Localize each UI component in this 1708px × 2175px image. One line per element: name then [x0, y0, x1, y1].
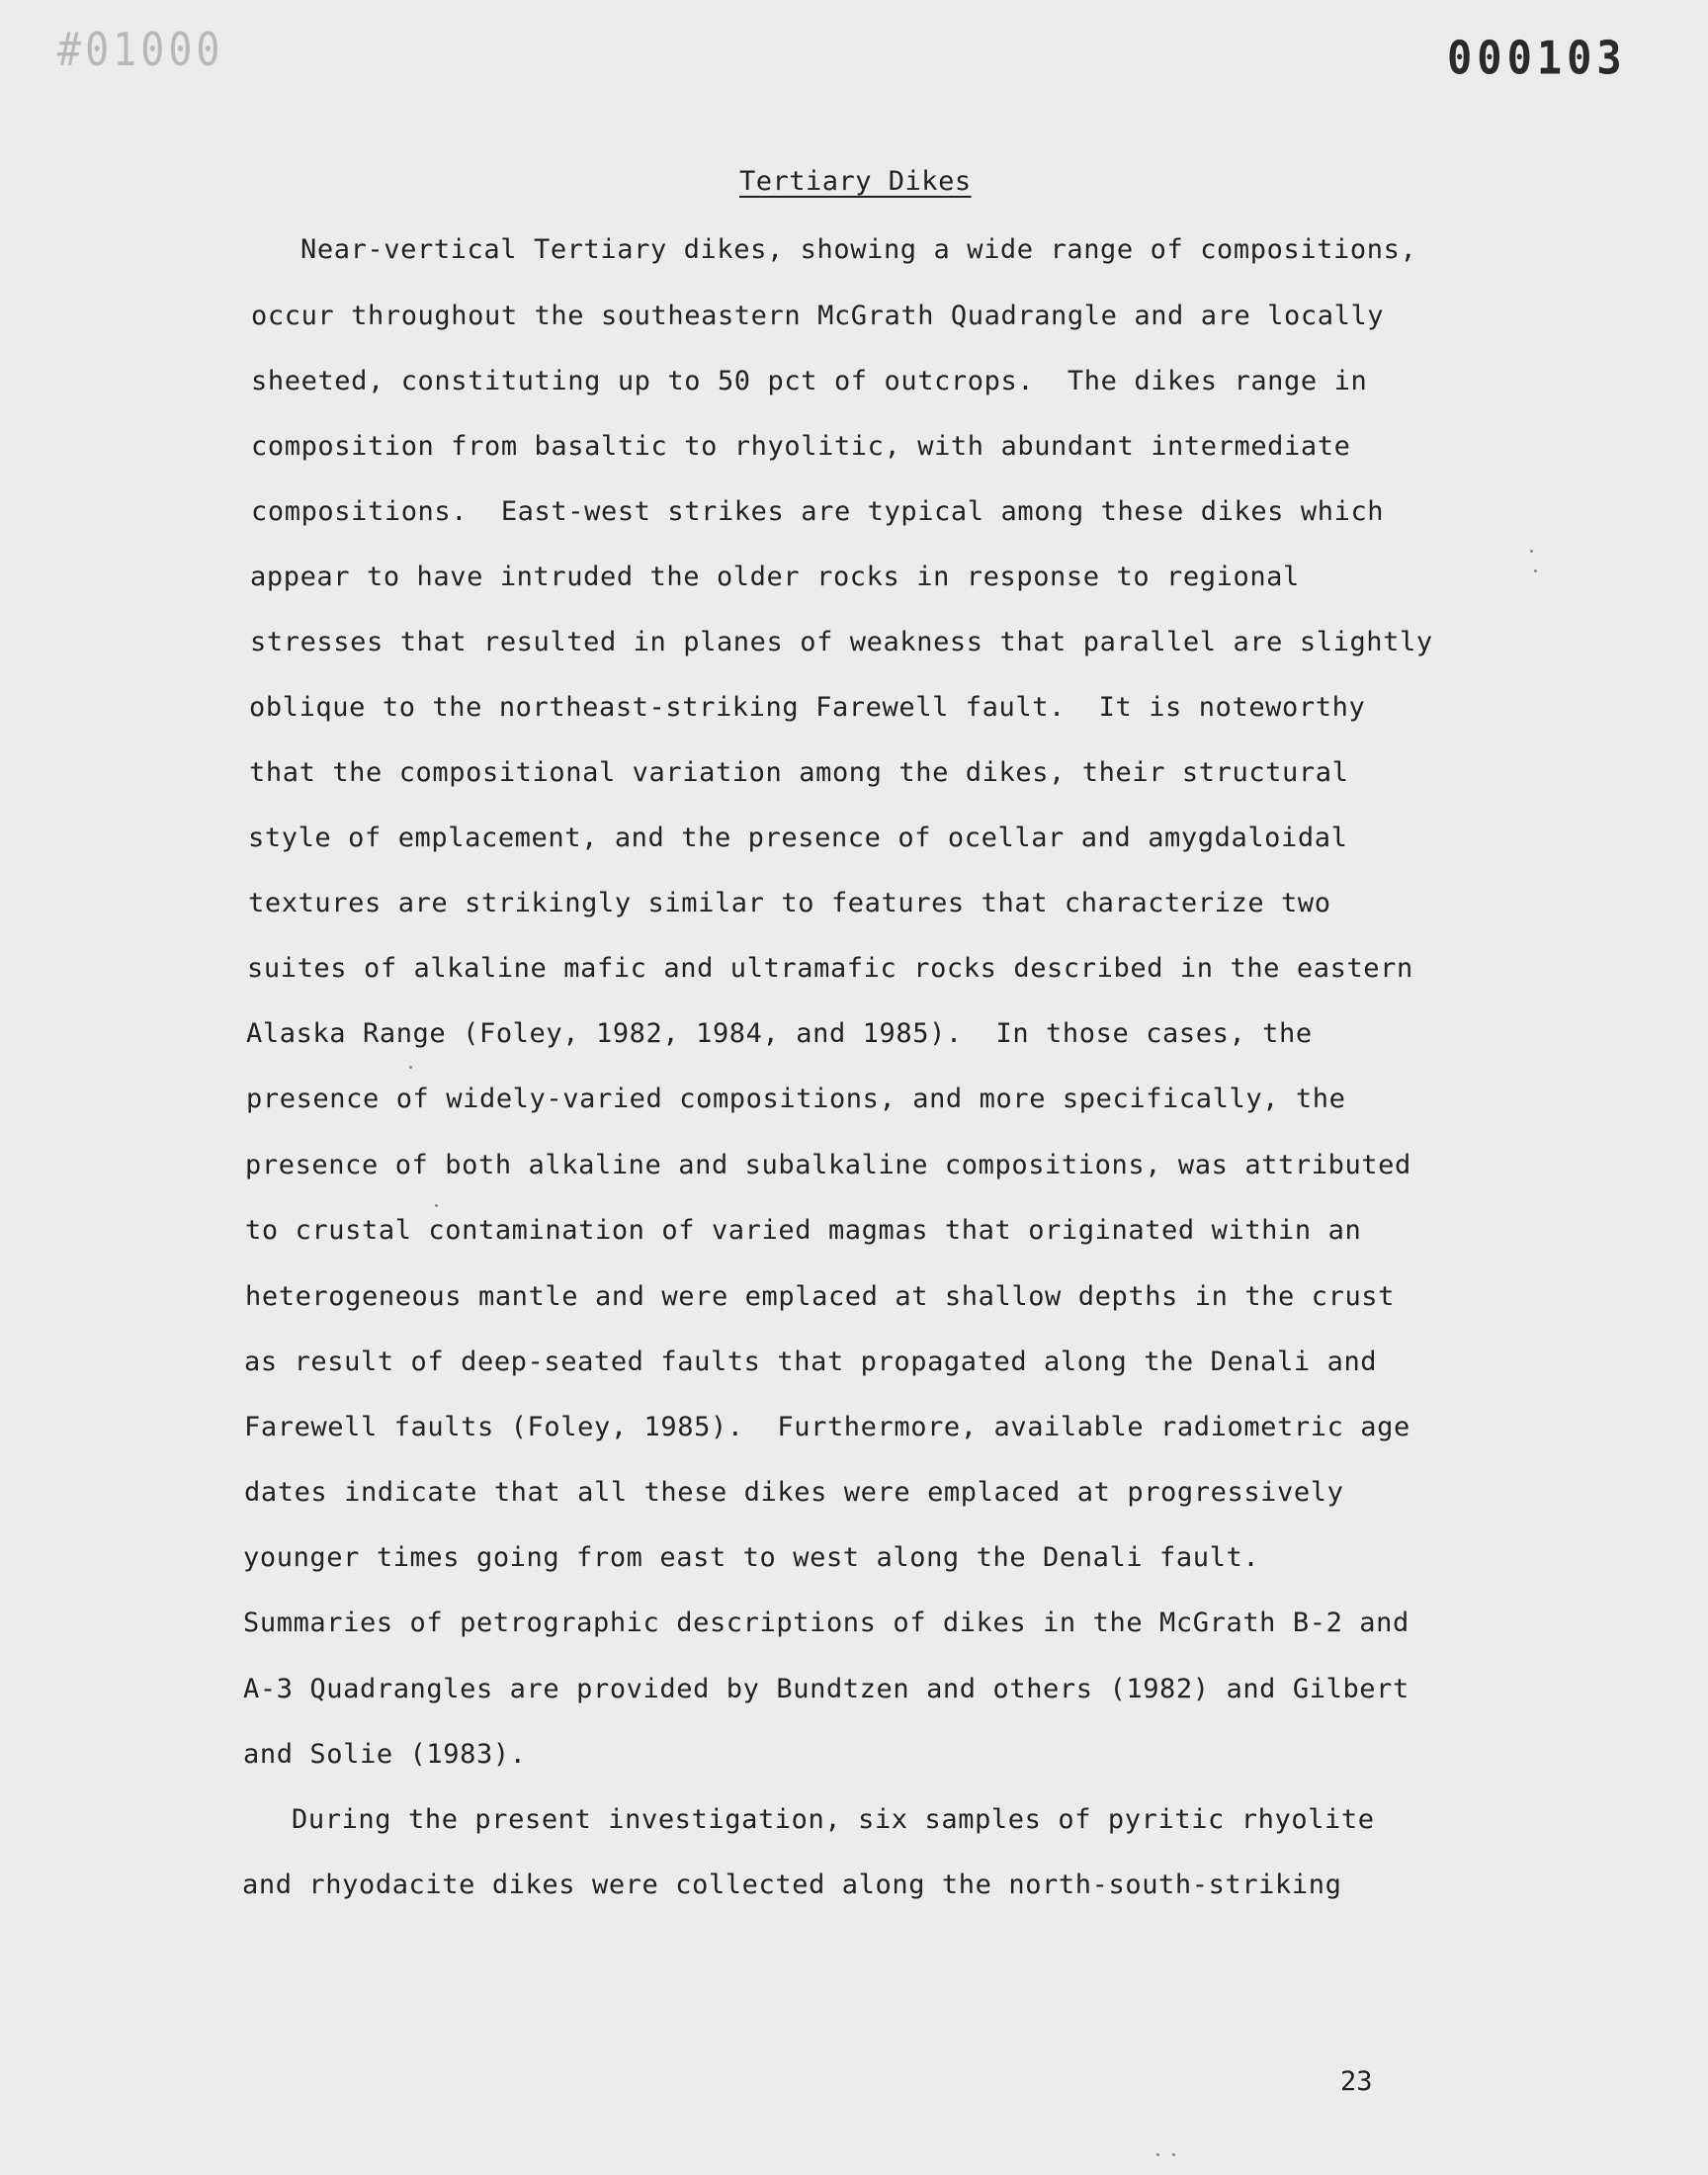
text-line: During the present investigation, six samples of pyritic rhyolite — [292, 1804, 1375, 1835]
text-line: that the compositional variation among the dikes, their structural — [249, 757, 1349, 788]
text-line: younger times going from east to west along the Denali fault. — [243, 1542, 1260, 1573]
text-line: compositions. East-west strikes are typical among these dikes which — [251, 496, 1385, 527]
text-line: textures are strikingly similar to features that characterize two — [248, 888, 1331, 918]
text-line: dates indicate that all these dikes were emplaced at progressively — [244, 1477, 1344, 1508]
text-line: presence of both alkaline and subalkaline compositions, was attributed — [245, 1150, 1411, 1180]
text-line: as result of deep-seated faults that propagated along the Denali and — [244, 1347, 1378, 1377]
text-line: appear to have intruded the older rocks in response to regional — [250, 562, 1300, 592]
text-line: heterogeneous mantle and were emplaced at shallow depths in the crust — [245, 1281, 1396, 1312]
scan-speck — [1530, 550, 1533, 553]
text-line: occur throughout the southeastern McGrath Quadrangle and are locally — [251, 301, 1385, 331]
text-line: composition from basaltic to rhyolitic, with abundant intermediate — [251, 431, 1351, 462]
text-line: and rhyodacite dikes were collected along the north-south-striking — [242, 1870, 1342, 1900]
text-line: Summaries of petrographic descriptions of dikes in the McGrath B-2 and — [243, 1608, 1409, 1638]
scan-speck — [1534, 569, 1537, 572]
scan-speck — [1172, 2153, 1175, 2156]
text-line: oblique to the northeast-striking Farewell fault. It is noteworthy — [249, 692, 1366, 723]
text-line: sheeted, constituting up to 50 pct of outcrops. The dikes range in — [251, 366, 1368, 396]
text-line: suites of alkaline mafic and ultramafic rocks described in the eastern — [247, 953, 1413, 984]
text-line: stresses that resulted in planes of weakness that parallel are slightly — [250, 627, 1433, 657]
scan-speck — [435, 1204, 438, 1207]
scan-speck — [1156, 2153, 1159, 2156]
archive-stamp: #01000 — [57, 24, 224, 77]
text-line: style of emplacement, and the presence of ocellar and amygdaloidal — [248, 823, 1348, 853]
text-line: to crustal contamination of varied magmas that originated within an — [245, 1215, 1362, 1246]
text-line: and Solie (1983). — [243, 1739, 527, 1770]
section-heading: Tertiary Dikes — [739, 166, 972, 197]
scan-speck — [409, 1066, 412, 1069]
text-line: presence of widely-varied compositions, and more specifically, the — [246, 1084, 1346, 1114]
text-line: Farewell faults (Foley, 1985). Furthermore, available radiometric age — [244, 1412, 1410, 1442]
text-line: Near-vertical Tertiary dikes, showing a wide range of compositions, — [300, 234, 1417, 265]
page-id-stamp: 000103 — [1447, 31, 1627, 85]
text-line: A-3 Quadrangles are provided by Bundtzen and others (1982) and Gilbert — [243, 1674, 1409, 1704]
page-number: 23 — [1340, 2066, 1373, 2097]
text-line: Alaska Range (Foley, 1982, 1984, and 1985). In those cases, the — [246, 1018, 1313, 1049]
